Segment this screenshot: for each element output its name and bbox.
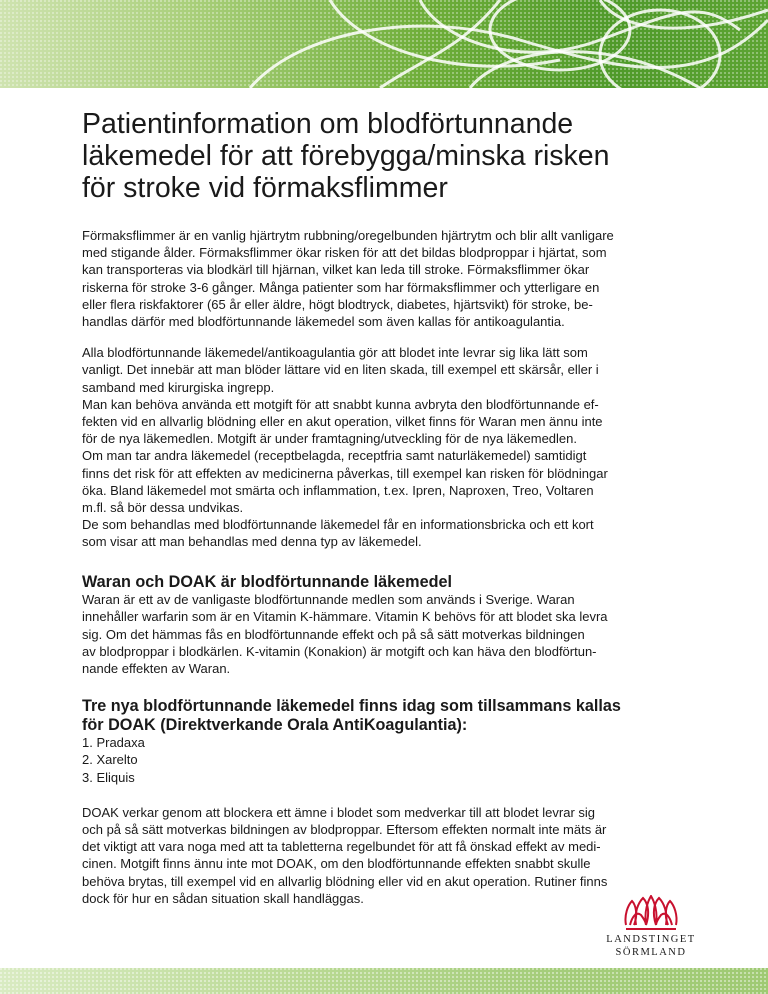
- intro-paragraph: Förmaksflimmer är en vanlig hjärtrytm rubbning/oregelbunden hjärtrytm och blir allt vanligare med stigande ålder. Förmaksflimmer ökar risken för att det bildas blodproppar i hjärtat, som kan transporteras via blodkärl till hjärnan, vilket kan leda till stroke. Förmaksflimmer ökar riskerna för stroke 3-6 gånger. Många patienter som har förmaksflimmer och ytterligare en eller flera riskfaktorer (65 år eller äldre, högt blodtryck, diabetes, hjärtsvikt) för stroke, be- handlas därför med blodförtunnande läkemedel som även kallas för antikoagulantia.: [82, 228, 614, 330]
- footer-decoration-band: [0, 968, 768, 994]
- list-item: 3. Eliquis: [82, 769, 135, 785]
- section-heading-waran-doak: Waran och DOAK är blodförtunnande läkemedel: [82, 572, 452, 591]
- page-title: Patientinformation om blodförtunnande läkemedel för att förebygga/minska risken för stroke vid förmaksflimmer: [82, 108, 610, 204]
- tulip-crown-icon: [622, 895, 680, 931]
- header-swirl-graphic: [0, 0, 768, 88]
- document-body: [82, 108, 700, 907]
- section-heading-new-drugs: Tre nya blodförtunnande läkemedel finns idag som tillsammans kallas för DOAK (Direktverkande Orala AntiKoagulantia):: [82, 697, 621, 734]
- doak-paragraph: DOAK verkar genom att blockera ett ämne i blodet som medverkar till att blodet levrar sig och på så sätt motverkas bildningen av blodproppar. Eftersom effekten normalt inte mäts är det viktigt att vara noga med att ta tabletterna regelbundet för att få önskad effekt av medi- cinen. Motgift finns ännu inte mot DOAK, om den blodförtunnande effekten snabbt skulle behöva brytas, till exempel vid en allvarlig blödning eller vid en akut operation. Rutiner finns dock för hur en sådan situation skall handläggas.: [82, 804, 608, 906]
- list-item: 2. Xarelto: [82, 752, 138, 768]
- anticoagulant-paragraph: Alla blodförtunnande läkemedel/antikoagulantia gör att blodet inte levrar sig lika lätt som vanligt. Det innebär att man blöder lättare vid en liten skada, till exempel ett skärsår, eller i samband med kirurgiska ingrepp. Man kan behöva använda ett motgift för att snabbt kunna avbryta den blodförtunnande ef- fekten vid en allvarlig blödning eller en akut operation, vilket finns för Waran men ännu inte för de nya läkemedlen. Motgift är under framtagning/utveckling för de nya läkemedlen. Om man tar andra läkemedel (receptbelagda, receptfria samt naturläkemedel) samtidigt finns det risk för att effekten av medicinerna påverkas, till exempel kan risken för blödningar öka. Bland läkemedel mot smärta och inflammation, t.ex. Ipren, Naproxen, Treo, Voltaren m.fl. så bör dessa undvikas. De som behandlas med blodförtunnande läkemedel får en informationsbricka och ett kort som visar att man behandlas med denna typ av läkemedel.: [82, 345, 608, 550]
- landstinget-logo: [596, 895, 706, 959]
- waran-paragraph: Waran är ett av de vanligaste blodförtunnande medlen som används i Sverige. Waran innehåller warfarin som är en Vitamin K-hämmare. Vitamin K behövs för att blodet ska levra sig. Om det hämmas fås en blodförtunnande effekt och på så sätt motverkas bildningen av blodproppar i blodkärlen. K-vitamin (Konakion) är motgift och kan häva den blodförtun- nande effekten av Waran.: [82, 592, 608, 676]
- header-decoration-band: [0, 0, 768, 88]
- drug-list: [82, 734, 700, 786]
- logo-text: LANDSTINGET SÖRMLAND: [606, 934, 696, 958]
- list-item: 1. Pradaxa: [82, 735, 145, 751]
